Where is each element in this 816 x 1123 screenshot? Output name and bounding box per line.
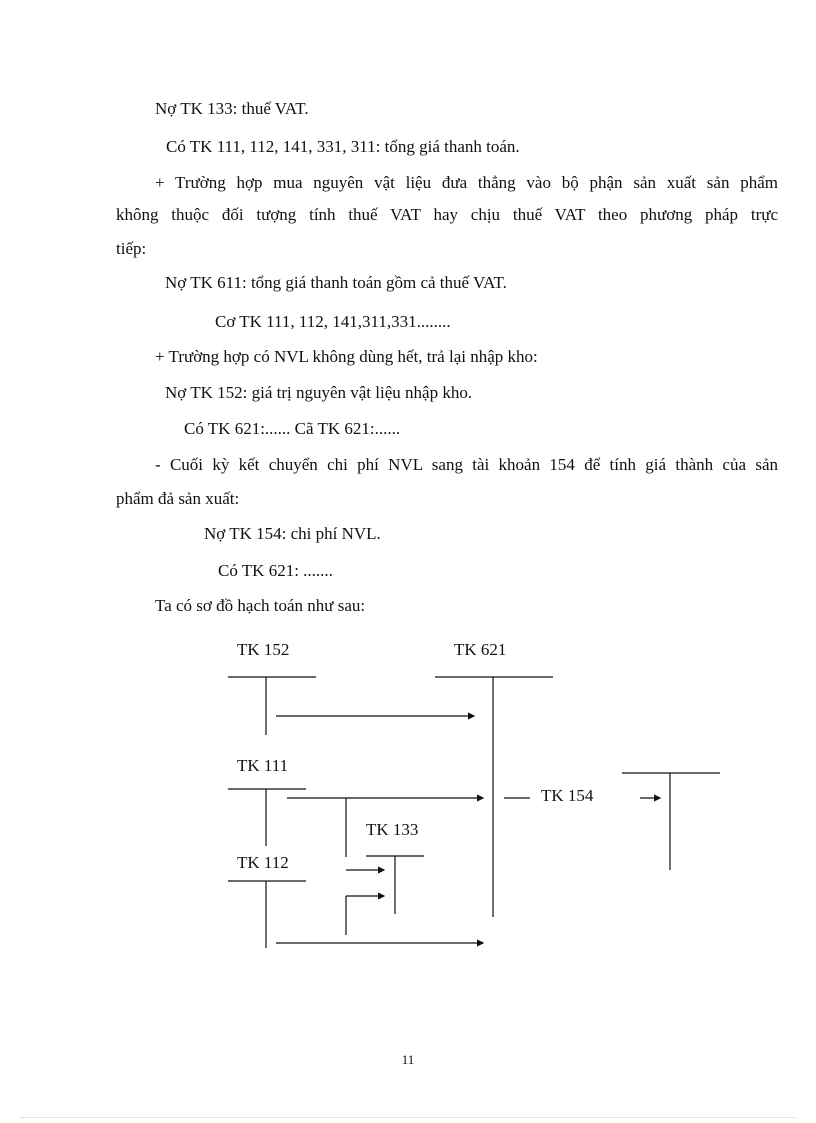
entry-no-tk152: Nợ TK 152: giá trị nguyên vật liệu nhập kho.: [165, 383, 473, 402]
entry-co-tk111: Có TK 111, 112, 141, 331, 311: tổng giá thanh toán.: [166, 137, 520, 156]
footer-rule: [20, 1117, 796, 1118]
period-end-transfer-line2: phẩm đả sản xuất:: [116, 489, 240, 508]
entry-co-tk621: Có TK 621:...... Cã TK 621:......: [184, 419, 401, 438]
period-end-transfer-line1: - Cuối kỳ kết chuyển chi phí NVL sang tài khoản 154 để tính giá thành của sản: [155, 455, 778, 474]
entry-no-tk611: Nợ TK 611: tổng giá thanh toán gồm cả thuế VAT.: [165, 273, 507, 292]
case-direct-production-line1: + Trường hợp mua nguyên vật liệu đưa thẳng vào bộ phận sản xuất sản phẩm: [155, 173, 778, 192]
entry-no-tk154: Nợ TK 154: chi phí NVL.: [204, 524, 381, 543]
label-tk111: TK 111: [237, 756, 289, 775]
case-direct-production-line3: tiếp:: [116, 239, 147, 258]
label-tk152: TK 152: [237, 640, 290, 659]
label-tk154: TK 154: [541, 786, 594, 805]
label-tk112: TK 112: [237, 853, 289, 872]
label-tk133: TK 133: [366, 820, 419, 839]
case-direct-production-line2: không thuộc đối tượng tính thuế VAT hay chịu thuế VAT theo phương pháp trực: [116, 205, 778, 224]
entry-co-tk621-final: Có TK 621: .......: [218, 561, 333, 580]
entry-no-tk133: Nợ TK 133: thuế VAT.: [155, 99, 309, 118]
entry-co-tk111-direct: Cơ TK 111, 112, 141,311,331........: [215, 312, 451, 331]
label-tk621: TK 621: [454, 640, 507, 659]
diagram-intro: Ta có sơ đồ hạch toán như sau:: [155, 596, 366, 615]
page-number: 11: [401, 1052, 415, 1067]
case-return-to-stock: + Trường hợp có NVL không dùng hết, trả lại nhập kho:: [155, 347, 538, 366]
